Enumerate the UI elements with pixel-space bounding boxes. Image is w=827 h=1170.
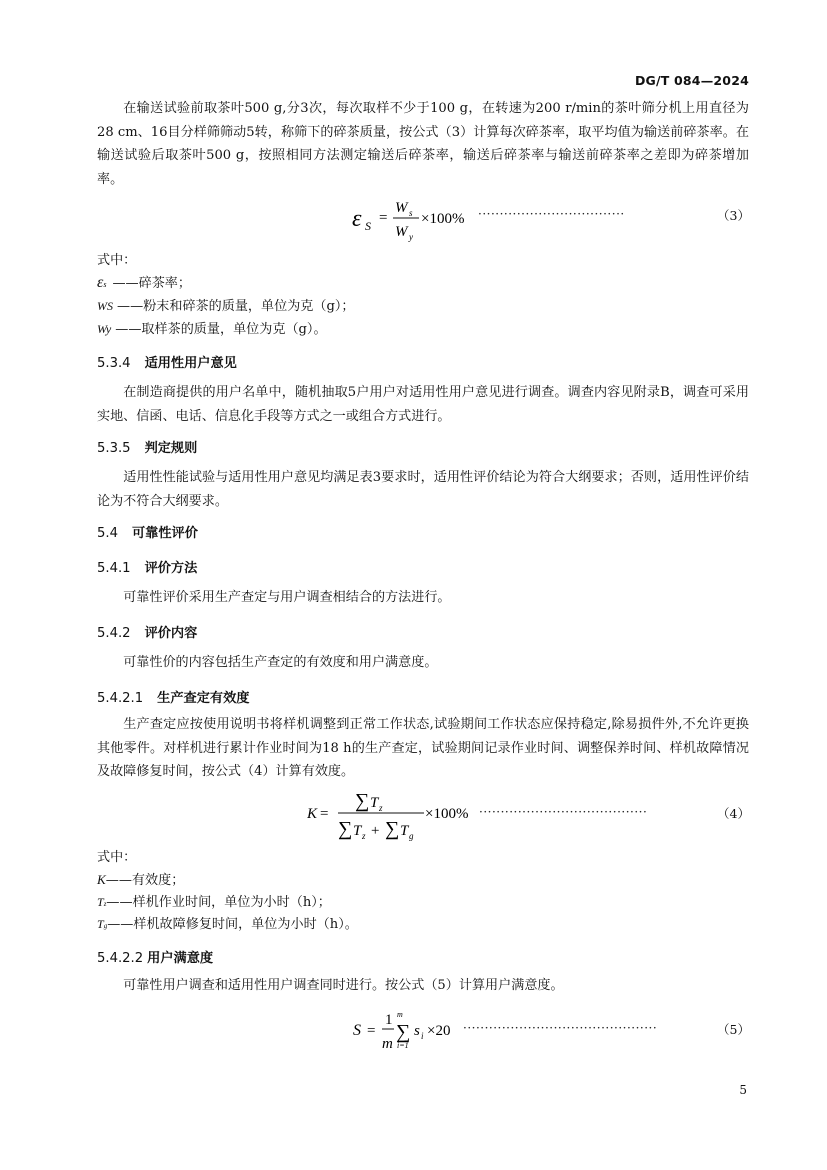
formula3-denominator-sub: y [409,232,413,242]
section-5-4-1-heading: 5.4.1 评价方法 [97,561,198,576]
where4-item-work-time: Tz——样机作业时间，单位为小时（h）； [97,895,331,910]
formula3-leader-dots: ·································· [478,207,625,221]
formula5-tail: ×20 [427,1023,451,1039]
formula3-tail: ×100% [421,211,465,227]
formula3-lhs-sub: S [365,219,371,233]
formula3-equals: = [379,210,388,226]
formula4-plus: + [371,823,380,839]
formula-3 [352,192,492,246]
formula5-sum-top: m [397,1010,403,1019]
formula4-den2-sum: ∑ [385,818,400,840]
formula-4 [307,785,482,845]
formula5-equals: = [367,1023,376,1039]
formula5-frac-den: m [382,1036,393,1052]
formula4-tail: ×100% [425,806,469,822]
where3-item-sample-mass: Wy ——取样茶的质量，单位为克（g）。 [97,322,327,337]
formula5-var-sub: i [421,1031,424,1041]
formula5-var: s [414,1023,420,1039]
formula4-lhs: K [307,806,318,822]
where4-item-repair-time: Tg——样机故障修复时间，单位为小时（h）。 [97,917,358,932]
formula-5 [353,1008,473,1056]
formula4-num-sub: z [379,803,383,813]
formula4-den2-var: T [400,823,409,839]
section-5-4-2-2-heading: 5.4.2.2 用户满意度 [97,951,214,966]
paragraph-5-4-1: 可靠性评价采用生产查定与用户调查相结合的方法进行。 [123,590,451,605]
formula5-frac-num: 1 [385,1012,393,1028]
formula4-num-var: T [370,795,379,811]
where3-title: 式中： [97,253,137,268]
formula4-number: （4） [717,806,750,821]
formula5-leader-dots: ············································· [463,1021,658,1035]
document-code: DG/T 084—2024 [634,73,749,88]
formula5-number: （5） [717,1022,750,1037]
paragraph-5-3-4: 在制造商提供的用户名单中，随机抽取5户用户对适用性用户意见进行调查。调查内容见附录B，调查可采用实地、信函、电话、信息化手段等方式之一或组合方式进行。 [97,385,749,424]
paragraph-5-4-2-2: 可靠性用户调查和适用性用户调查同时进行。按公式（5）计算用户满意度。 [123,978,564,993]
where4-item-availability: K——有效度； [97,872,185,888]
where4-title: 式中： [97,850,137,865]
formula4-leader-dots: ······································· [479,805,648,819]
section-5-4-heading: 5.4 可靠性评价 [97,526,198,541]
formula3-denominator: W [395,224,408,240]
formula3-lhs: ε [352,206,362,232]
formula3-numerator: W [395,200,408,216]
formula4-equals: = [320,806,329,822]
paragraph-5-4-2-1: 生产查定应按使用说明书将样机调整到正常工作状态,试验期间工作状态应保持稳定,除易损件外,不允许更换其他零件。对样机进行累计作业时间为18 h的生产查定，试验期间记录作业时间、调整保养时间、样机故障情况及故障修复时间，按公式（4）计算有效度。 [97,717,749,779]
formula3-number: （3） [717,208,750,223]
formula4-num-sum: ∑ [355,790,370,812]
formula3-numerator-sub: s [409,208,413,218]
formula4-den2-sub: g [409,831,414,841]
formula4-den1-sum: ∑ [338,818,353,840]
page-number: 5 [739,1083,747,1097]
formula4-den1-var: T [353,823,362,839]
paragraph-5-4-2: 可靠性价的内容包括生产查定的有效度和用户满意度。 [123,655,438,670]
section-5-4-2-1-heading: 5.4.2.1 生产查定有效度 [97,691,250,706]
paragraph-5-3-5: 适用性性能试验与适用性用户意见均满足表3要求时，适用性评价结论为符合大纲要求；否则，适用性评价结论为不符合大纲要求。 [97,470,749,509]
formula5-lhs: S [353,1022,361,1039]
formula5-sum-bottom: i=1 [397,1041,409,1050]
where3-item-powder-mass: WS ——粉末和碎茶的质量，单位为克（g）； [97,299,355,314]
formula5-sum: ∑ [396,1021,411,1043]
where3-item-crushed-rate: εs ——碎茶率； [97,274,191,291]
section-5-3-5-heading: 5.3.5 判定规则 [97,441,198,456]
formula4-den1-sub: z [362,831,366,841]
section-5-3-4-heading: 5.3.4 适用性用户意见 [97,356,237,371]
section-5-4-2-heading: 5.4.2 评价内容 [97,626,198,641]
paragraph-conveyance-test: 在输送试验前取茶叶500 g,分3次，每次取样不少于100 g，在转速为200 r/min的茶叶筛分机上用直径为28 cm、16目分样筛筛动5转，称筛下的碎茶质量，按公式（3）计算每次碎茶率，取平均值为输送前碎茶率。在输送试验后取茶叶500 g，按照相同方法测定输送后碎茶率，输送后碎茶率与输送前碎茶率之差即为碎茶增加率。 [97,101,749,187]
